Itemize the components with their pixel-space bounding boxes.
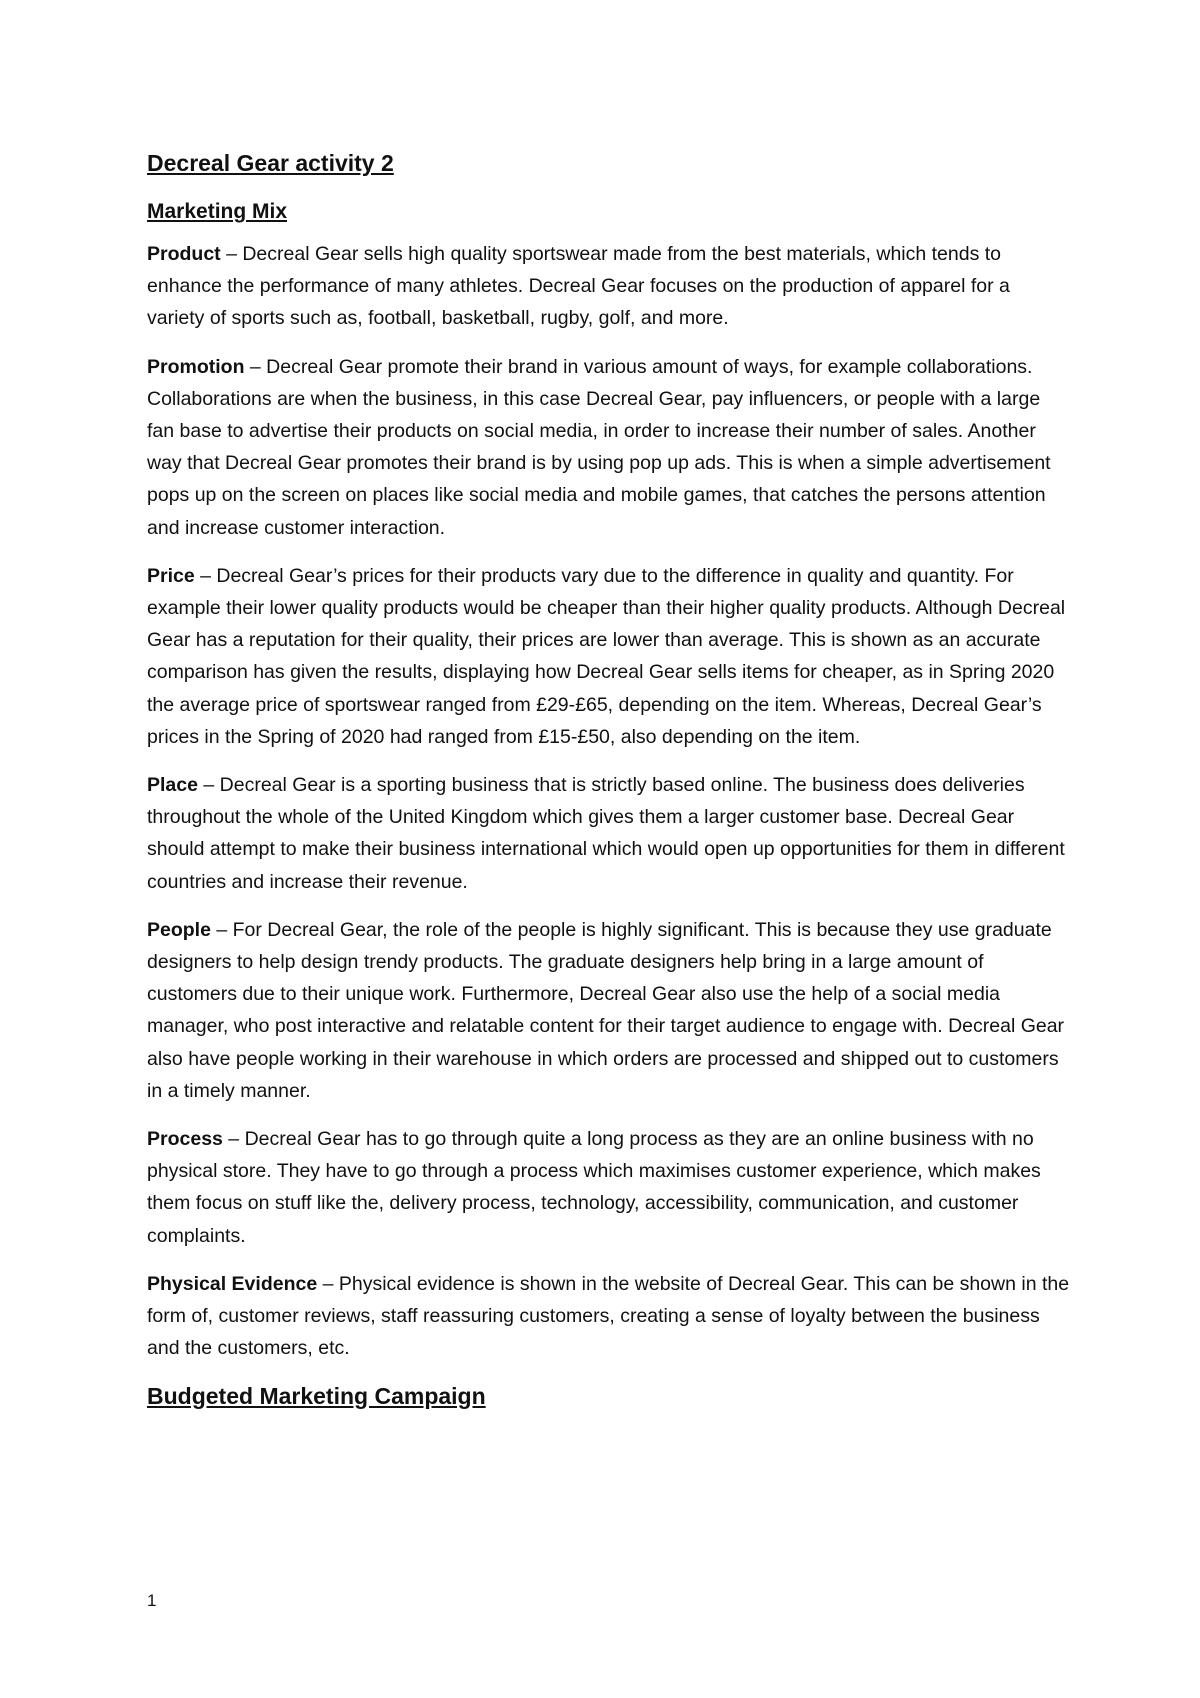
document-title: Decreal Gear activity 2	[147, 150, 394, 176]
paragraph-process	[147, 1123, 1072, 1252]
section-heading-marketing-mix: Marketing Mix	[147, 200, 288, 223]
term-process: Process	[147, 1128, 223, 1151]
paragraph-product-text: – Decreal Gear sells high quality sportswear made from the best materials, which tends to enhance the performance of many athletes. Decreal Gear focuses on the production of apparel for a variety of sports such as, football, basketball, rugby, golf, and more.	[147, 243, 1010, 330]
paragraph-price	[147, 560, 1072, 753]
paragraph-place	[147, 769, 1072, 898]
paragraph-product	[147, 238, 1072, 335]
section-heading-budgeted-marketing-campaign: Budgeted Marketing Campaign	[147, 1382, 486, 1409]
paragraph-people-text: – For Decreal Gear, the role of the people is highly significant. This is because they use graduate designers to help design trendy products. The graduate designers help bring in a large amount of customers due to their unique work. Furthermore, Decreal Gear also use the help of a social media manager, who post interactive and relatable content for their target audience to engage with. Decreal Gear also have people working in their warehouse in which orders are processed and shipped out to customers in a timely manner.	[147, 918, 1065, 1102]
term-place: Place	[147, 774, 198, 797]
term-promotion: Promotion	[147, 355, 245, 378]
paragraph-price-text: – Decreal Gear’s prices for their products vary due to the difference in quality and quantity. For example their lower quality products would be cheaper than their higher quality products. Although Decreal Gear has a reputation for their quality, their prices are lower than average. This is shown as an accurate comparison has given the results, displaying how Decreal Gear sells items for cheaper, as in Spring 2020 the average price of sportswear ranged from £29-£65, depending on the item. Whereas, Decreal Gear’s prices in the Spring of 2020 had ranged from £15-£50, also depending on the item.	[147, 564, 1066, 748]
paragraph-place-text: – Decreal Gear is a sporting business that is strictly based online. The business does deliveries throughout the whole of the United Kingdom which gives them a larger customer base. Decreal Gear should attempt to make their business international which would open up opportunities for them in different countries and increase their revenue.	[147, 774, 1065, 893]
term-people: People	[147, 918, 211, 941]
term-physical-evidence: Physical Evidence	[147, 1272, 318, 1295]
paragraph-process-text: – Decreal Gear has to go through quite a long process as they are an online business with no physical store. They have to go through a process which maximises customer experience, which makes them focus on stuff like the, delivery process, technology, accessibility, communication, and customer complaints.	[147, 1128, 1041, 1247]
paragraph-people	[147, 914, 1072, 1107]
term-product: Product	[147, 243, 221, 265]
term-price: Price	[147, 564, 195, 587]
paragraph-promotion-text: – Decreal Gear promote their brand in various amount of ways, for example collaborations. Collaborations are when the business, in this case Decreal Gear, pay influencers, or people with a large fan base to advertise their products on social media, in order to increase their number of sales. Another way that Decreal Gear promotes their brand is by using pop up ads. This is when a simple advertisement pops up on the screen on places like social media and mobile games, that catches the persons attention and increase customer interaction.	[147, 355, 1051, 539]
paragraph-physical-evidence-text: – Physical evidence is shown in the website of Decreal Gear. This can be shown in the form of, customer reviews, staff reassuring customers, creating a sense of loyalty between the business and the customers, etc.	[147, 1272, 1070, 1360]
page-number: 1	[147, 1591, 157, 1610]
paragraph-promotion	[147, 351, 1072, 544]
document-body	[147, 148, 1072, 1423]
paragraph-physical-evidence	[147, 1268, 1072, 1365]
